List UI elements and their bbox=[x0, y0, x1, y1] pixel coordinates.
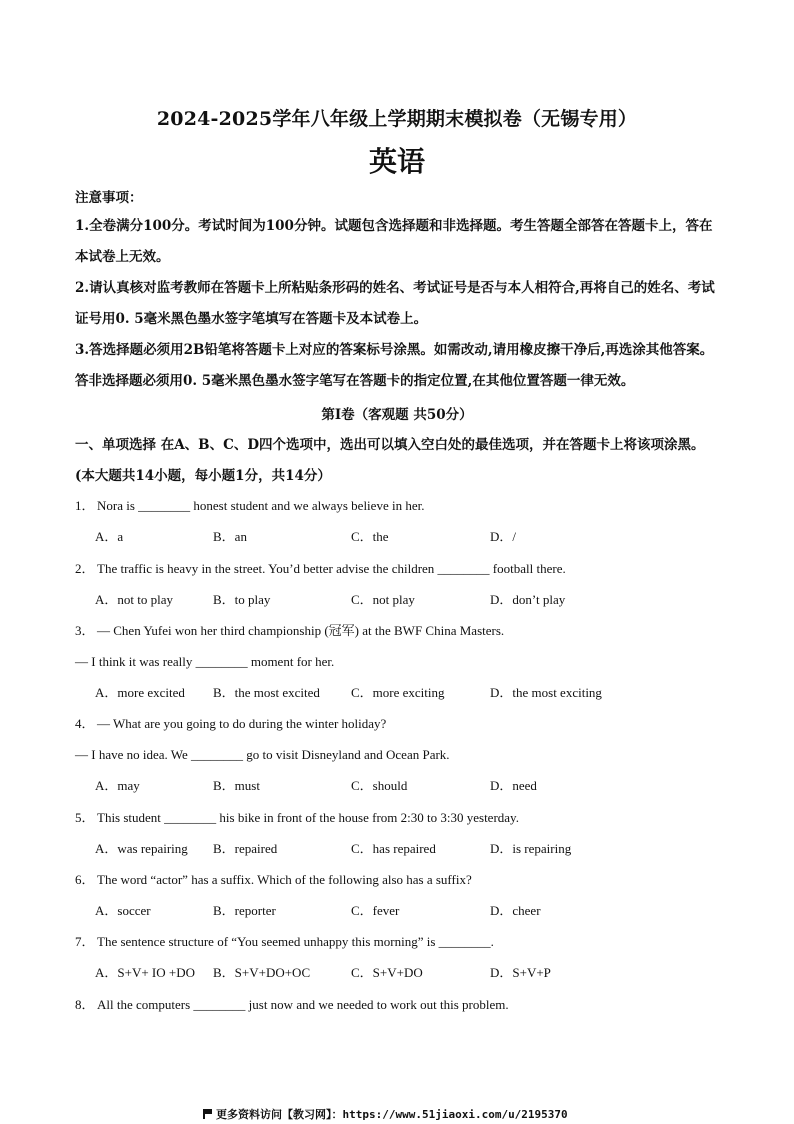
option-d: D．/ bbox=[490, 529, 517, 544]
flag-icon bbox=[203, 1109, 212, 1119]
option-a: A．a bbox=[95, 529, 124, 544]
option-d: D．need bbox=[490, 778, 537, 793]
question-number: 4． bbox=[75, 716, 95, 731]
question-4-continuation: — I have no idea. We ________ go to visit Disneyland and Ocean Park. bbox=[75, 747, 450, 762]
question-text: All the computers ________ just now and we needed to work out this problem. bbox=[97, 997, 509, 1012]
volume-heading: 第I卷（客观题 共50分） bbox=[321, 407, 473, 423]
option-b: B．to play bbox=[213, 592, 271, 607]
exam-title: 2024-2025学年八年级上学期期末模拟卷（无锡专用） bbox=[156, 108, 638, 130]
option-c: C．S+V+DO bbox=[351, 965, 423, 980]
option-b: B．reporter bbox=[213, 903, 276, 918]
option-b: B．repaired bbox=[213, 841, 278, 856]
question-number: 3． bbox=[75, 623, 95, 638]
option-c: C．has repaired bbox=[351, 841, 436, 856]
option-d: D．cheer bbox=[490, 903, 541, 918]
option-b: B．the most excited bbox=[213, 685, 320, 700]
option-a: A．may bbox=[95, 778, 140, 793]
footer-link[interactable] bbox=[203, 1106, 568, 1122]
option-c: C．more exciting bbox=[351, 685, 445, 700]
question-text: The word “actor” has a suffix. Which of the following also has a suffix? bbox=[97, 872, 472, 887]
question-6 bbox=[75, 870, 723, 890]
question-5 bbox=[75, 808, 723, 828]
question-3-continuation: — I think it was really ________ moment for her. bbox=[75, 654, 335, 669]
option-d: D．is repairing bbox=[490, 841, 572, 856]
option-a: A．S+V+ IO +DO bbox=[95, 965, 195, 980]
notice-item-3: 3.答选择题必须用2B铅笔将答题卡上对应的答案标号涂黑。如需改动,请用橡皮擦干净后,再选涂其他答案。答非选择题必须用0. 5毫米黑色墨水签字笔写在答题卡的指定位置,在其他位置答题一律无效。 bbox=[75, 342, 714, 389]
question-2 bbox=[75, 559, 723, 579]
notice-heading: 注意事项： bbox=[75, 190, 143, 206]
option-a: A．more excited bbox=[95, 685, 185, 700]
notice-item-2: 2.请认真核对监考教师在答题卡上所粘贴条形码的姓名、考试证号是否与本人相符合,再将自己的姓名、考试证号用0. 5毫米黑色墨水签字笔填写在答题卡及本试卷上。 bbox=[75, 280, 715, 327]
question-1 bbox=[75, 496, 723, 516]
question-4 bbox=[75, 714, 723, 734]
option-a: A．soccer bbox=[95, 903, 151, 918]
option-a: A．not to play bbox=[95, 592, 173, 607]
question-text: — What are you going to do during the winter holiday? bbox=[97, 716, 387, 731]
subject-title: 英语 bbox=[368, 145, 425, 178]
option-c: C．should bbox=[351, 778, 408, 793]
question-number: 2． bbox=[75, 561, 95, 576]
question-3 bbox=[75, 621, 723, 641]
question-8 bbox=[75, 995, 723, 1015]
question-number: 8． bbox=[75, 997, 95, 1012]
notice-item-1: 1.全卷满分100分。考试时间为100分钟。试题包含选择题和非选择题。考生答题全部答在答题卡上，答在本试卷上无效。 bbox=[75, 218, 713, 265]
section-heading: 一、单项选择 在A、B、C、D四个选项中，选出可以填入空白处的最佳选项，并在答题卡上将该项涂黑。(本大题共14小题，每小题1分，共14分） bbox=[75, 437, 705, 484]
question-number: 5． bbox=[75, 810, 95, 825]
question-text: Nora is ________ honest student and we always believe in her. bbox=[97, 498, 425, 513]
option-d: D．the most exciting bbox=[490, 685, 602, 700]
option-b: B．an bbox=[213, 529, 247, 544]
option-c: C．fever bbox=[351, 903, 400, 918]
option-d: D．S+V+P bbox=[490, 965, 551, 980]
question-text: This student ________ his bike in front of the house from 2:30 to 3:30 yesterday. bbox=[97, 810, 519, 825]
question-7 bbox=[75, 932, 723, 952]
question-number: 7． bbox=[75, 934, 95, 949]
option-c: C．not play bbox=[351, 592, 415, 607]
option-b: B．S+V+DO+OC bbox=[213, 965, 311, 980]
question-text: The sentence structure of “You seemed unhappy this morning” is ________. bbox=[97, 934, 494, 949]
option-d: D．don’t play bbox=[490, 592, 566, 607]
option-b: B．must bbox=[213, 778, 260, 793]
question-number: 1． bbox=[75, 498, 95, 513]
option-a: A．was repairing bbox=[95, 841, 188, 856]
option-c: C．the bbox=[351, 529, 389, 544]
question-text: The traffic is heavy in the street. You’d better advise the children ________ football there. bbox=[97, 561, 566, 576]
question-text: — Chen Yufei won her third championship (冠军) at the BWF China Masters. bbox=[97, 623, 505, 638]
footer-text: 更多资料访问【教习网】：https://www.51jiaoxi.com/u/2195370 bbox=[216, 1108, 568, 1121]
question-number: 6． bbox=[75, 872, 95, 887]
